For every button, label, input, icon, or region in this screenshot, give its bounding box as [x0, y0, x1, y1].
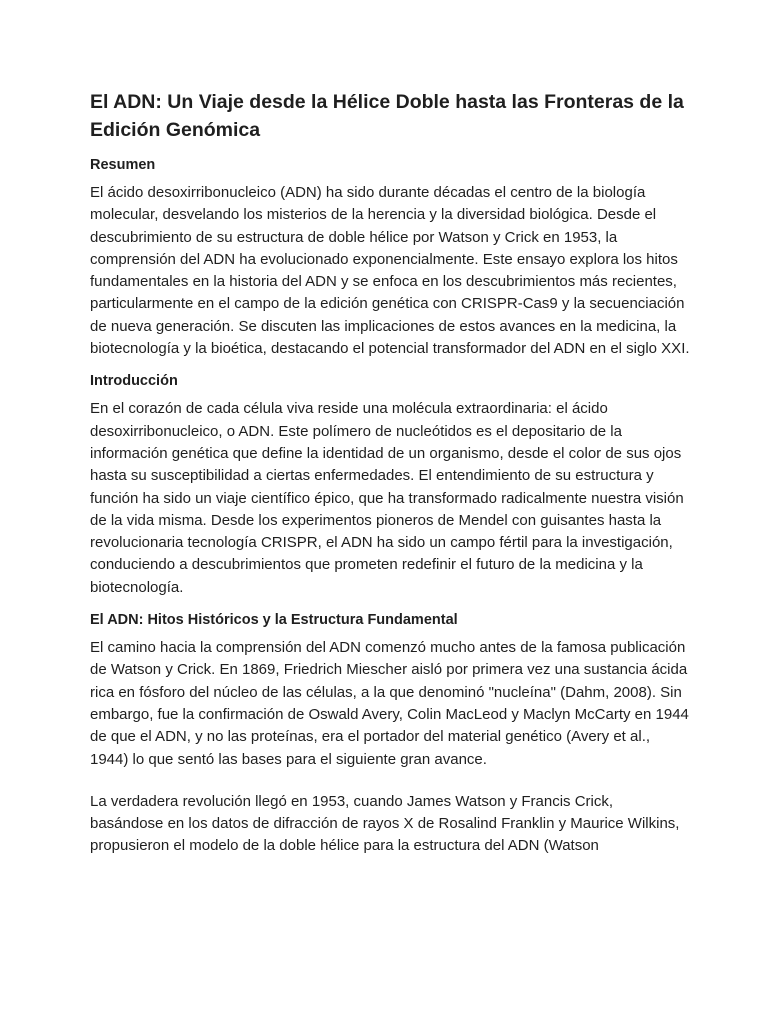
document-page: [90, 88, 690, 872]
paragraph-introduccion: En el corazón de cada célula viva reside una molécula extraordinaria: el ácido desoxirribonucleico, o ADN. Este polímero de nucleótidos es el depositario de la información genética que define la identidad de un organismo, desde el color de sus ojos hasta su susceptibilidad a ciertas enfermedades. El entendimiento de su estructura y función ha sido un viaje científico épico, que ha transformado radicalmente nuestra visión de la vida misma. Desde los experimentos pioneros de Mendel con guisantes hasta la revolucionaria tecnología CRISPR, el ADN ha sido un campo fértil para la investigación, conduciendo a descubrimientos que prometen redefinir el futuro de la medicina y la biotecnología.: [90, 400, 684, 596]
paragraph-hitos-1: El camino hacia la comprensión del ADN comenzó mucho antes de la famosa publicación de Watson y Crick. En 1869, Friedrich Miescher aisló por primera vez una sustancia ácida rica en fósforo del núcleo de las células, a la que denominó "nucleína" (Dahm, 2008). Sin embargo, fue la confirmación de Oswald Avery, Colin MacLeod y Maclyn McCarty en 1944 de que el ADN, y no las proteínas, era el portador del material genético (Avery et al., 1944) lo que sentó las bases para el siguiente gran avance.: [90, 639, 689, 768]
paragraph-hitos-2: La verdadera revolución llegó en 1953, cuando James Watson y Francis Crick, basándose en los datos de difracción de rayos X de Rosalind Franklin y Maurice Wilkins, propusieron el modelo de la doble hélice para la estructura del ADN (Watson: [90, 792, 680, 855]
section-heading-hitos: El ADN: Hitos Históricos y la Estructura Fundamental: [90, 612, 458, 629]
document-title: El ADN: Un Viaje desde la Hélice Doble hasta las Fronteras de la Edición Genómica: [90, 91, 684, 141]
section-heading-introduccion: Introducción: [90, 373, 178, 390]
paragraph-resumen: El ácido desoxirribonucleico (ADN) ha sido durante décadas el centro de la biología molecular, desvelando los misterios de la herencia y la diversidad biológica. Desde el descubrimiento de su estructura de doble hélice por Watson y Crick en 1953, la comprensión del ADN ha evolucionado exponencialmente. Este ensayo explora los hitos fundamentales en la historia del ADN y se enfoca en los descubrimientos más recientes, particularmente en el campo de la edición genética con CRISPR-Cas9 y la secuenciación de nueva generación. Se discuten las implicaciones de estos avances en la medicina, la biotecnología y la bioética, destacando el potencial transformador del ADN en el siglo XXI.: [90, 184, 690, 358]
section-heading-resumen: Resumen: [90, 157, 156, 173]
